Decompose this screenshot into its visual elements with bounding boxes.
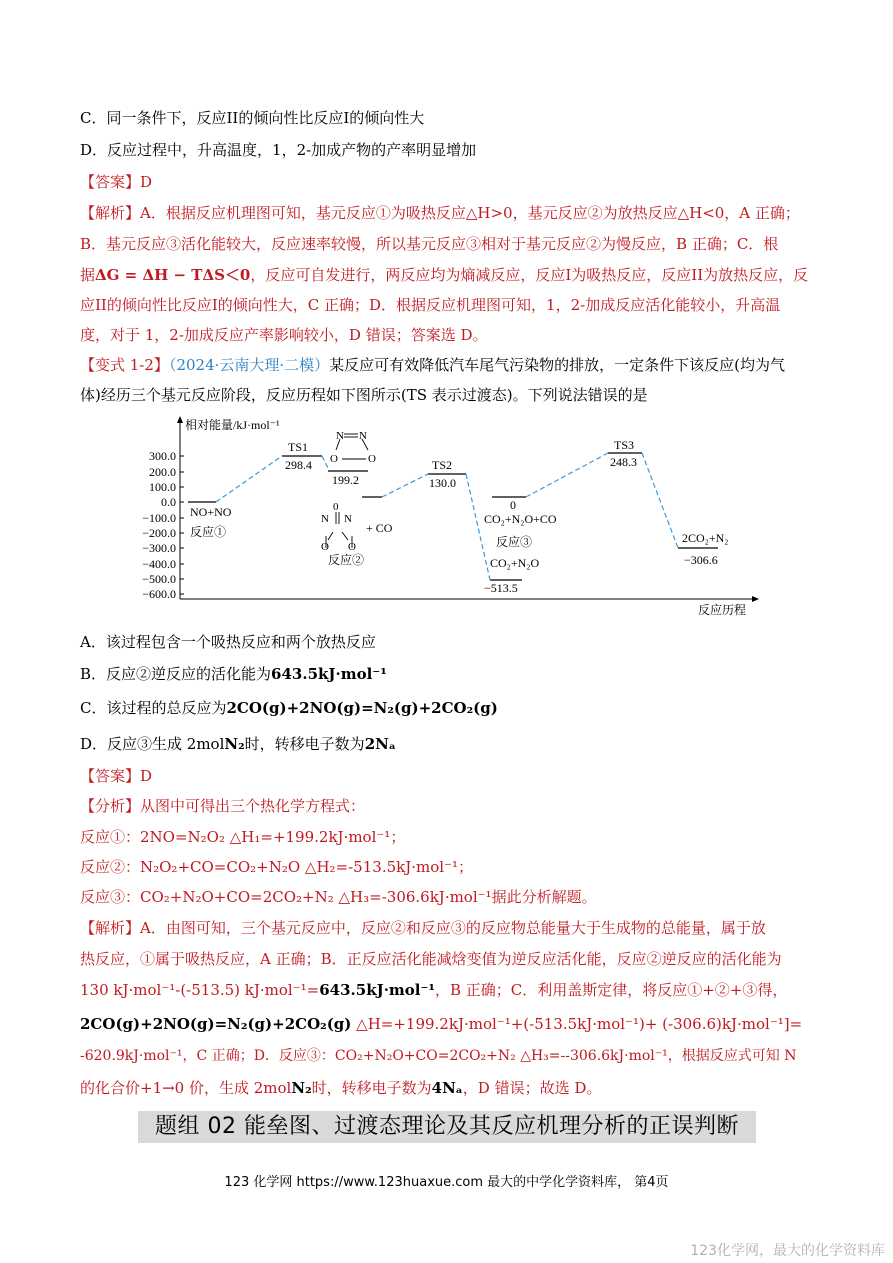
- start-species: NO+NO: [190, 505, 232, 519]
- y-tick: −300.0: [142, 541, 176, 555]
- analysis-text: 从图中可得出三个热化学方程式：: [140, 797, 366, 815]
- section-title: 题组 02 能垒图、过渡态理论及其反应机理分析的正误判断: [155, 1114, 739, 1139]
- svg-text:N: N: [321, 513, 329, 525]
- answer-value: D: [140, 767, 153, 785]
- intermediate-3-species: CO₂+N₂O+CO: [484, 512, 557, 526]
- answer-value: D: [140, 173, 153, 191]
- intermediate-1-value: 199.2: [332, 473, 359, 487]
- svg-text:O: O: [330, 453, 338, 465]
- svg-text:O: O: [321, 541, 329, 553]
- option-d: D．反应过程中，升高温度，1，2-加成产物的产率明显增加: [80, 141, 477, 159]
- explanation-text: ，D 错误；故选 D。: [462, 1079, 602, 1097]
- explanation-2-line-2: 热反应，①属于吸热反应，A 正确；B．正反应活化能减焓变值为逆反应活化能，反应②逆反应的活化能为: [80, 950, 782, 968]
- explanation-text: △H=+199.2kJ·mol⁻¹+(-513.5kJ·mol⁻¹)+ (-306.6)kJ·mol⁻¹]=: [351, 1015, 803, 1033]
- explanation-2-line-3: [80, 980, 787, 1000]
- variant-tag: 【变式 1-2】: [80, 356, 169, 374]
- explanation-text: ，B 正确；C．利用盖斯定律，将反应①+②+③得，: [434, 981, 788, 999]
- option-a: A．该过程包含一个吸热反应和两个放热反应: [80, 633, 376, 651]
- formula: N₂: [224, 735, 245, 753]
- option-c: C．同一条件下，反应II的倾向性比反应I的倾向性大: [80, 109, 425, 127]
- x-axis-label: 反应历程: [698, 603, 747, 617]
- equation-3: 反应③：CO₂+N₂O+CO=2CO₂+N₂ △H₃=-306.6kJ·mol⁻¹据此分析解题。: [80, 888, 597, 906]
- formula: N₂: [291, 1079, 312, 1097]
- explanation-text: 的化合价+1→0 价，生成 2mol: [80, 1079, 292, 1097]
- page-footer: 123 化学网 https://www.123huaxue.com 最大的中学化学资料库， 第4页: [224, 1175, 669, 1190]
- explanation-text: 130 kJ·mol⁻¹-(-513.5) kJ·mol⁻¹=: [80, 981, 320, 999]
- formula: 2Nₐ: [364, 735, 396, 753]
- equation-1: 反应①：2NO=N₂O₂ △H₁=+199.2kJ·mol⁻¹；: [80, 828, 406, 846]
- y-axis-label: 相对能量/kJ·mol⁻¹: [185, 418, 280, 432]
- svg-text:N: N: [336, 430, 344, 442]
- y-tick: 100.0: [149, 480, 176, 494]
- y-tick: −400.0: [142, 557, 176, 571]
- ts2-value: 130.0: [429, 476, 456, 490]
- end-species: 2CO₂+N₂: [682, 531, 729, 545]
- explanation-1-line-4: 应II的倾向性比反应I的倾向性大，C 正确；D．根据反应机理图可知，1，2-加成反应活化能较小，升高温: [80, 296, 781, 314]
- y-tick: 0.0: [161, 495, 176, 509]
- option-text: C．该过程的总反应为: [80, 699, 227, 717]
- answer-1: [80, 172, 152, 192]
- explanation-1-line-2: B．基元反应③活化能较大，反应速率较慢，所以基元反应③相对于基元反应②为慢反应，B 正确；C．根: [80, 235, 779, 253]
- intermediate-3-value: 0: [510, 498, 516, 512]
- explanation-tag: 【解析】: [80, 204, 141, 222]
- formula: 643.5kJ·mol⁻¹: [271, 665, 387, 683]
- svg-text:0: 0: [333, 501, 339, 513]
- y-tick: −100.0: [142, 511, 176, 525]
- section-banner: [138, 1111, 756, 1143]
- svg-text:N: N: [359, 430, 367, 442]
- formula: 2CO(g)+2NO(g)=N₂(g)+2CO₂(g): [80, 1015, 352, 1033]
- equation-2: 反应②：N₂O₂+CO=CO₂+N₂O △H₂=-513.5kJ·mol⁻¹；: [80, 858, 473, 876]
- svg-text:N: N: [344, 513, 352, 525]
- option-text: D．反应③生成 2mol: [80, 735, 225, 753]
- option-d2: [80, 734, 396, 754]
- reaction-1-label: 反应①: [190, 525, 227, 539]
- y-tick: −500.0: [142, 572, 176, 586]
- option-text: 时，转移电子数为: [244, 735, 365, 753]
- answer-2: [80, 766, 152, 786]
- explanation-text: A．由图可知，三个基元反应中，反应②和反应③的反应物总能量大于生成物的总能量，属于放: [140, 919, 766, 937]
- low-species: CO₂+N₂O: [490, 556, 540, 570]
- variant-question-line-2: 体)经历三个基元反应阶段，反应历程如下图所示(TS 表示过渡态)。下列说法错误的是: [80, 386, 648, 404]
- y-tick: 200.0: [149, 465, 176, 479]
- reaction-3-label: 反应③: [496, 535, 533, 549]
- end-value: −306.6: [684, 553, 718, 567]
- ts2-label: TS2: [432, 458, 453, 472]
- low-value: −513.5: [484, 581, 518, 595]
- explanation-1-line-1: [80, 203, 800, 223]
- ts1-label: TS1: [288, 440, 309, 454]
- y-tick: 300.0: [149, 449, 176, 463]
- explanation-1-line-3: [80, 265, 808, 285]
- explanation-text: 据: [80, 266, 96, 284]
- option-c2: [80, 698, 498, 718]
- svg-text:O: O: [368, 453, 376, 465]
- formula: 4Nₐ: [431, 1079, 463, 1097]
- question-text: 某反应可有效降低汽车尾气污染物的排放，一定条件下该反应(均为气: [329, 356, 786, 374]
- ts3-label: TS3: [614, 438, 635, 452]
- explanation-text: A．根据反应机理图可知，基元反应①为吸热反应△H>0，基元反应②为放热反应△H<0，A 正确；: [140, 204, 800, 222]
- ts3-value: 248.3: [610, 455, 637, 469]
- explanation-1-line-5: 度，对于 1，2-加成反应产率影响较小，D 错误；答案选 D。: [80, 326, 488, 344]
- option-text: B．反应②逆反应的活化能为: [80, 665, 272, 683]
- explanation-2-line-6: [80, 1078, 601, 1098]
- explanation-text: ，反应可自发进行，两反应均为熵减反应，反应I为吸热反应，反应II为放热反应，反: [250, 266, 809, 284]
- answer-tag: 【答案】: [80, 767, 141, 785]
- ts1-value: 298.4: [285, 458, 312, 472]
- option-b: [80, 664, 387, 684]
- reaction-2-label: 反应②: [328, 553, 365, 567]
- y-tick: −200.0: [142, 526, 176, 540]
- explanation-2-line-4: [80, 1014, 802, 1034]
- y-tick: −600.0: [142, 587, 176, 601]
- analysis-tag: 【分析】: [80, 797, 141, 815]
- plus-co: + CO: [366, 521, 393, 535]
- explanation-2-line-1: [80, 918, 766, 938]
- svg-text:O: O: [348, 541, 356, 553]
- energy-profile-diagram: [130, 412, 770, 624]
- formula: 2CO(g)+2NO(g)=N₂(g)+2CO₂(g): [226, 699, 498, 717]
- formula: 643.5kJ·mol⁻¹: [319, 981, 435, 999]
- explanation-text: 时，转移电子数为: [311, 1079, 432, 1097]
- explanation-tag: 【解析】: [80, 919, 141, 937]
- variant-source: （2024·云南大理·二模）: [168, 356, 330, 374]
- watermark: 123化学网，最大的化学资料库: [690, 1243, 885, 1259]
- explanation-2-line-5: -620.9kJ·mol⁻¹，C 正确；D．反应③：CO₂+N₂O+CO=2CO₂+N₂ △H₃=--306.6kJ·mol⁻¹，根据反应式可知 N: [80, 1048, 797, 1064]
- variant-question-line-1: [80, 355, 785, 375]
- analysis: [80, 796, 365, 816]
- answer-tag: 【答案】: [80, 173, 141, 191]
- formula-gibbs: ΔG = ΔH − TΔS＜0: [95, 266, 251, 284]
